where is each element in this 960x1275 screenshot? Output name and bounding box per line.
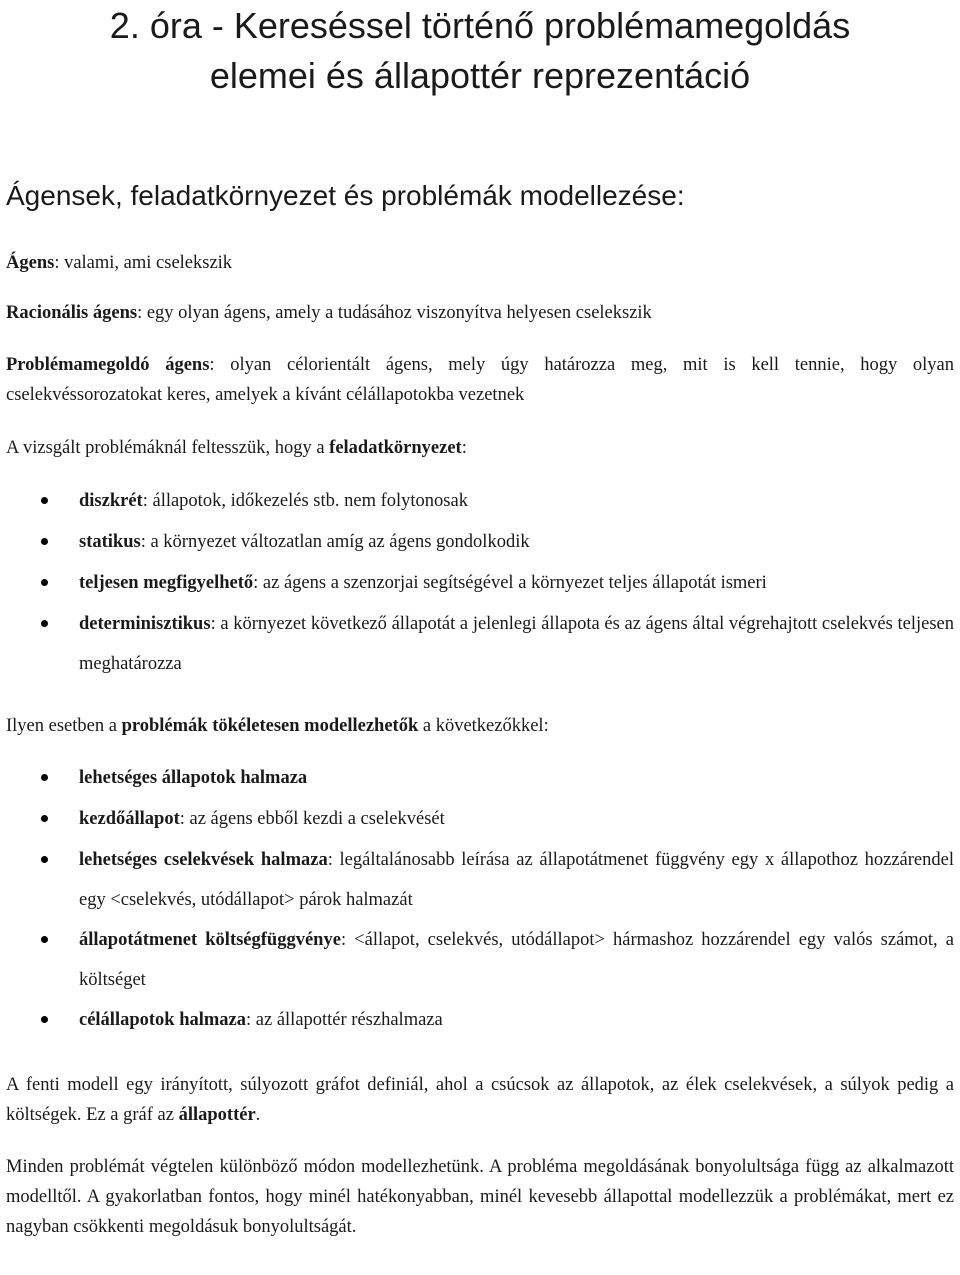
- list-item: [0, 840, 954, 920]
- item-term: statikus: [79, 532, 141, 552]
- bullet-icon: [41, 774, 48, 781]
- vizsgalt-after: :: [461, 438, 467, 458]
- item-text: : az ágens ebből kezdi a cselekvését: [179, 809, 445, 829]
- fenti-paragraph: [6, 1070, 954, 1130]
- item-text: : <állapot, cselekvés, utódállapot> hármashoz hozzárendel egy valós számot, a költséget: [79, 930, 954, 990]
- vizsgalt-before: A vizsgált problémáknál feltesszük, hogy a: [6, 438, 330, 458]
- item-term: lehetséges cselekvések halmaza: [79, 850, 328, 870]
- item-text: : legáltalánosabb leírása az állapotátmenet függvény egy x állapothoz hozzárendel egy <cselekvés, utódállapot> párok halmazát: [79, 850, 954, 910]
- list-item: [0, 481, 954, 522]
- fenti-before: A fenti modell egy irányított, súlyozott gráfot definiál, ahol a csúcsok az állapotok, az élek cselekvések, a súlyok pedig a költségek. Ez a gráf az: [6, 1075, 954, 1125]
- list-item: [0, 522, 954, 563]
- bullet-icon: [41, 1016, 48, 1023]
- racionalis-definition: [6, 298, 954, 328]
- item-term: célállapotok halmaza: [79, 1010, 247, 1030]
- vizsgalt-paragraph: [6, 433, 954, 463]
- ilyen-before: Ilyen esetben a: [6, 716, 122, 736]
- list-item: [0, 799, 954, 840]
- minden-paragraph: Minden problémát végtelen különböző módon modellezhetünk. A probléma megoldásának bonyolultsága függ az alkalmazott modelltől. A gyakorlatban fontos, hogy minél hatékonyabban, minél kevesebb állapottal modellezzük a problémákat, mert ez nagyban csökkenti megoldásuk bonyolultságát.: [6, 1157, 954, 1237]
- item-text: : állapotok, időkezelés stb. nem folytonosak: [142, 491, 468, 511]
- bullet-icon: [41, 936, 48, 943]
- list-item: [0, 604, 954, 684]
- bullet-icon: [41, 620, 48, 627]
- ilyen-paragraph: [6, 711, 954, 741]
- problemamegoldo-term: Problémamegoldó ágens: [6, 355, 210, 375]
- problemamegoldo-definition: [6, 350, 954, 410]
- agens-term: Ágens: [6, 253, 55, 273]
- feladatkornyezet-term: feladatkörnyezet: [329, 438, 462, 458]
- ilyen-after: a következőkkel:: [418, 716, 549, 736]
- racionalis-term: Racionális ágens: [6, 303, 138, 323]
- ilyen-term: problémák tökéletesen modellezhetők: [121, 716, 419, 736]
- problemamegoldo-text: : olyan célorientált ágens, mely úgy határozza meg, mit is kell tennie, hogy olyan cselekvéssorozatokat keres, amelyek a kívánt célállapotokba vezetnek: [6, 355, 954, 405]
- list-item: [0, 920, 954, 1000]
- model-list: [0, 758, 954, 1041]
- item-term: kezdőállapot: [79, 809, 180, 829]
- title-line-1: 2. óra - Kereséssel történő problémamegoldás: [109, 5, 851, 46]
- agens-text: : valami, ami cselekszik: [54, 253, 233, 273]
- item-term: determinisztikus: [79, 614, 211, 634]
- section-heading: Ágensek, feladatkörnyezet és problémák modellezése:: [6, 180, 685, 211]
- allapotter-term: állapottér: [178, 1105, 256, 1125]
- item-text: : a környezet következő állapotát a jelenlegi állapota és az ágens által végrehajtott cselekvés teljesen meghatározza: [79, 614, 954, 674]
- item-term: állapotátmenet költségfüggvénye: [79, 930, 341, 950]
- item-text: : az ágens a szenzorjai segítségével a környezet teljes állapotát ismeri: [253, 573, 767, 593]
- bullet-icon: [41, 497, 48, 504]
- list-item: [0, 1000, 954, 1041]
- item-term: lehetséges állapotok halmaza: [79, 768, 308, 788]
- bullet-icon: [41, 538, 48, 545]
- bullet-icon: [41, 856, 48, 863]
- list-item: [0, 563, 954, 604]
- item-text: : a környezet változatlan amíg az ágens gondolkodik: [140, 532, 530, 552]
- item-text: : az állapottér részhalmaza: [246, 1010, 443, 1030]
- fenti-after: .: [255, 1105, 261, 1125]
- item-term: diszkrét: [79, 491, 143, 511]
- agens-definition: [6, 248, 954, 278]
- item-term: teljesen megfigyelhető: [79, 573, 254, 593]
- list-item: [0, 758, 954, 799]
- environment-list: [0, 481, 954, 684]
- bullet-icon: [41, 815, 48, 822]
- page-title: [0, 0, 960, 101]
- racionalis-text: : egy olyan ágens, amely a tudásához viszonyítva helyesen cselekszik: [137, 303, 652, 323]
- title-line-2: elemei és állapottér reprezentáció: [209, 55, 751, 96]
- bullet-icon: [41, 579, 48, 586]
